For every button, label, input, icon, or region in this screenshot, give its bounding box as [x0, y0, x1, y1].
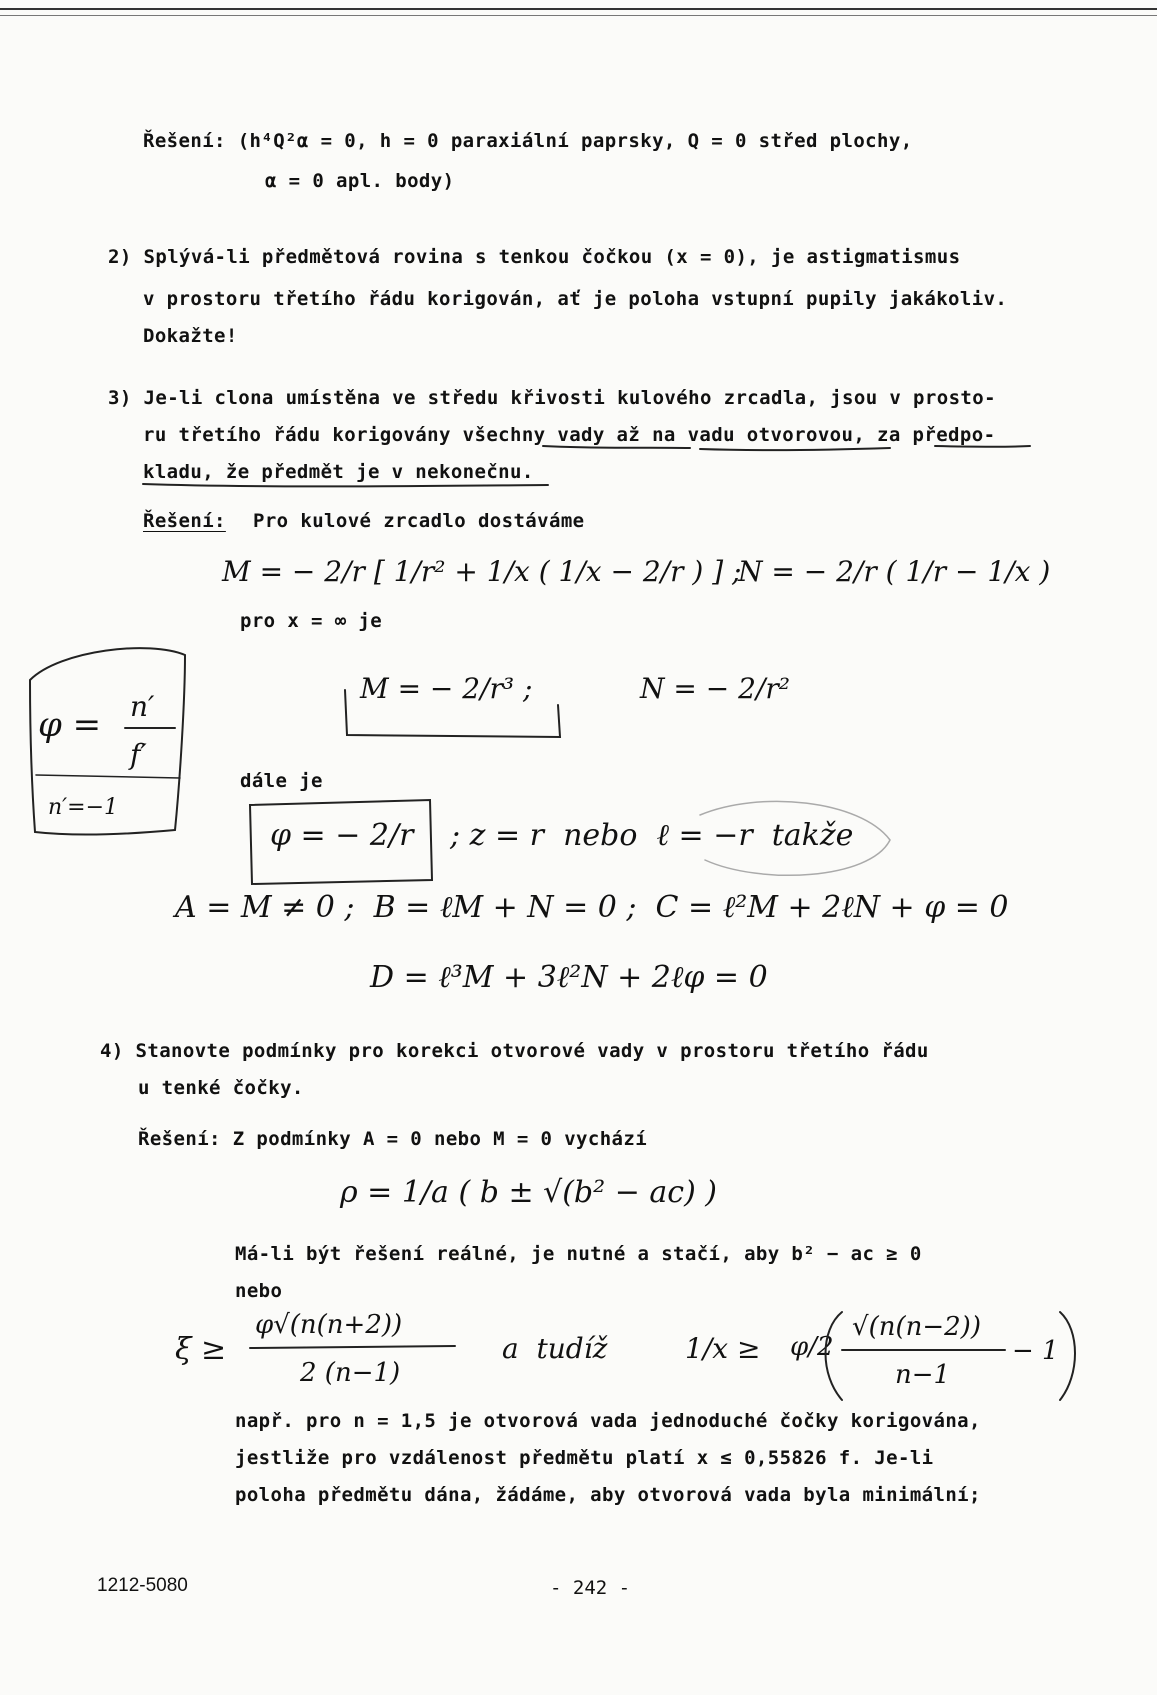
margin-note-divider — [36, 775, 180, 778]
fraction-bar-xi — [250, 1346, 455, 1348]
equation-M-infinity: M = − 2/r³ ; — [360, 672, 533, 705]
pro-x-text: pro x = ∞ je — [240, 610, 383, 632]
underline-vsechny-vady — [543, 446, 690, 448]
problem3-line2: ru třetího řádu korigovány všechny vady až na vadu otvorovou, za předpo- — [143, 424, 996, 446]
margin-note-below: n′=−1 — [48, 795, 119, 820]
solution1-line1: Řešení: (h⁴Q²α = 0, h = 0 paraxiální paprsky, Q = 0 střed plochy, — [143, 130, 913, 152]
underline-vadu-otvorovou — [700, 448, 890, 450]
solution4-nebo: nebo — [235, 1280, 283, 1302]
problem4-line2: u tenké čočky. — [138, 1077, 304, 1099]
equation-minus-one: − 1 — [1012, 1336, 1059, 1366]
equation-rho: ρ = 1/a ( b ± √(b² − ac) ) — [340, 1175, 718, 1210]
page-top-edge-shadow — [0, 15, 1157, 16]
solution4-line1: Řešení: Z podmínky A = 0 nebo M = 0 vychází — [138, 1128, 648, 1150]
problem2-line1: 2) Splývá-li předmětová rovina s tenkou čočkou (x = 0), je astigmatismus — [108, 246, 961, 268]
problem3-line3: kladu, že předmět je v nekonečnu. — [143, 461, 534, 483]
problem3-line1: 3) Je-li clona umístěna ve středu křivosti kulového zrcadla, jsou v prosto- — [108, 387, 996, 409]
dale-je-text: dále je — [240, 770, 323, 792]
page-top-edge — [0, 8, 1157, 10]
solution4-line5: poloha předmětu dána, žádáme, aby otvorová vada byla minimální; — [235, 1484, 981, 1506]
equation-N: N = − 2/r ( 1/r − 1/x ) — [738, 555, 1051, 588]
solution4-line3: např. pro n = 1,5 je otvorová vada jednoduché čočky korigována, — [235, 1410, 981, 1432]
underline-predpo — [935, 446, 1030, 447]
margin-note-phi: φ = — [38, 705, 102, 745]
equation-N-infinity: N = − 2/r² — [640, 672, 790, 705]
equation-xi-numerator: φ√(n(n+2)) — [255, 1310, 403, 1340]
problem2-line2: v prostoru třetího řádu korigován, ať je poloha vstupní pupily jakákoliv. — [143, 288, 1008, 310]
solution3-intro: Pro kulové zrcadlo dostáváme — [253, 510, 585, 532]
solution4-line4: jestliže pro vzdálenost předmětu platí x ≤ 0,55826 f. Je-li — [235, 1447, 934, 1469]
margin-note-denominator: f′ — [130, 738, 147, 771]
problem4-line1: 4) Stanovte podmínky pro korekci otvorové vady v prostoru třetího řádu — [100, 1040, 929, 1062]
equation-bracket-numerator: √(n(n−2)) — [852, 1312, 981, 1342]
equation-xi-denominator: 2 (n−1) — [300, 1358, 401, 1388]
equation-M: M = − 2/r [ 1/r² + 1/x ( 1/x − 2/r ) ] ; — [222, 555, 742, 588]
equation-z-l: ; z = r nebo ℓ = −r takže — [450, 818, 854, 853]
equation-phi-half: φ/2 — [790, 1332, 834, 1362]
equation-a-tudiz: a tudíž — [502, 1332, 608, 1365]
equation-phi: φ = − 2/r — [270, 818, 414, 853]
equation-xi-left: ξ ≥ — [175, 1332, 227, 1367]
solution4-line2: Má-li být řešení reálné, je nutné a stačí, aby b² − ac ≥ 0 — [235, 1243, 922, 1265]
margin-note-numerator: n′ — [130, 690, 155, 723]
equation-D: D = ℓ³M + 3ℓ²N + 2ℓφ = 0 — [370, 960, 768, 995]
right-parenthesis — [1060, 1312, 1075, 1400]
underline-kladu — [143, 484, 548, 486]
footer-code: 1212-5080 — [97, 1575, 188, 1596]
problem2-line3: Dokažte! — [143, 325, 238, 347]
equation-bracket-denominator: n−1 — [895, 1360, 951, 1390]
equation-x-left: 1/x ≥ — [685, 1332, 761, 1365]
page-number: - 242 - — [550, 1577, 631, 1599]
solution3-label: Řešení: — [143, 510, 226, 532]
solution1-line2: α = 0 apl. body) — [265, 170, 455, 192]
equation-ABC: A = M ≠ 0 ; B = ℓM + N = 0 ; C = ℓ²M + 2ℓN + φ = 0 — [175, 890, 1009, 925]
